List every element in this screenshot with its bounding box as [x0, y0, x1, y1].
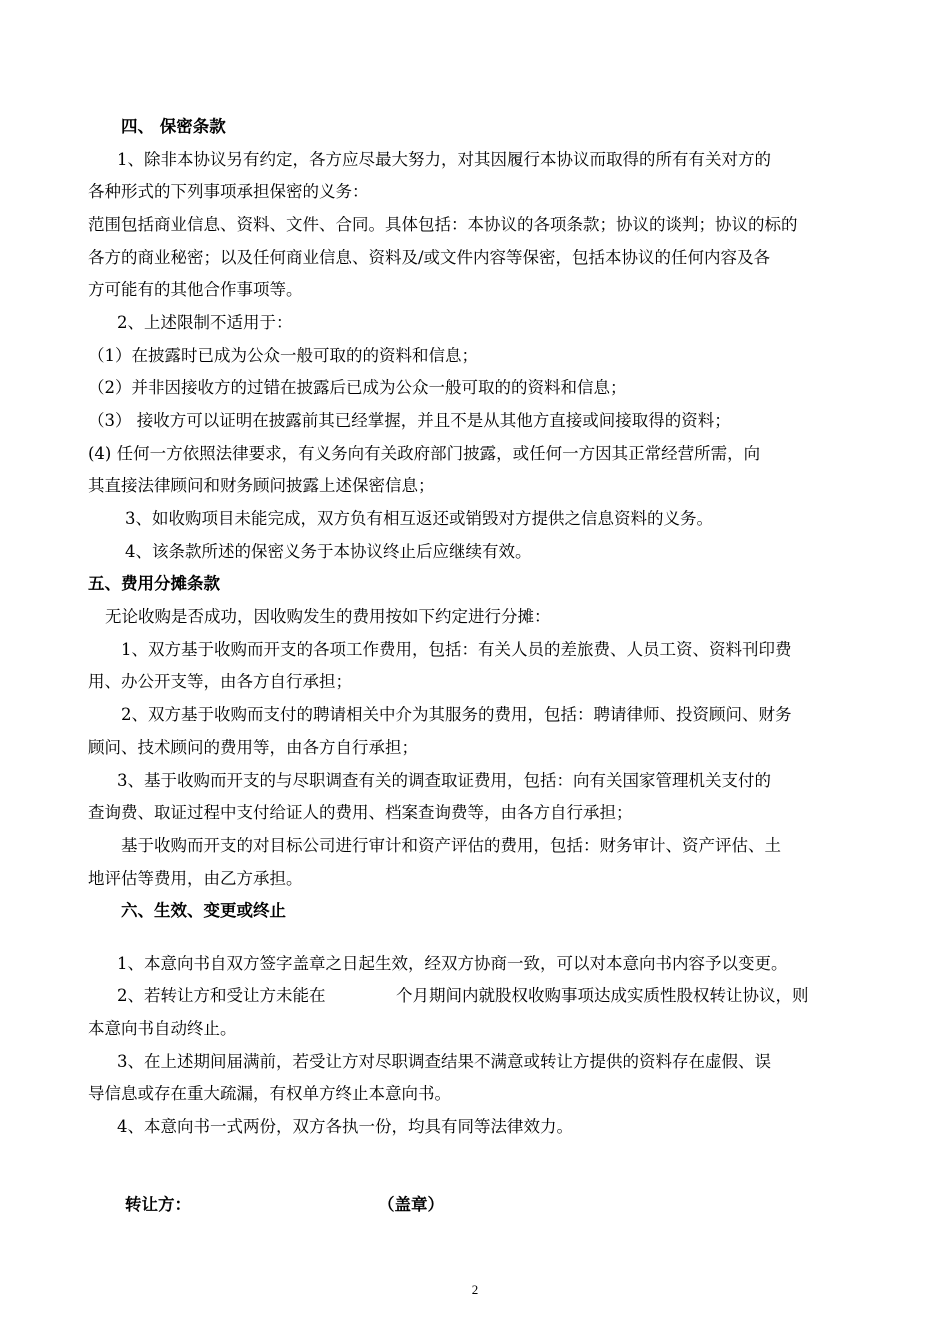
section6-heading: 六、生效、变更或终止 — [121, 901, 286, 920]
section4-p1-line2: 各种形式的下列事项承担保密的义务： — [88, 182, 369, 201]
section4-heading: 四、 保密条款 — [121, 117, 226, 136]
section6-p3-line2: 导信息或存在重大疏漏，有权单方终止本意向书。 — [88, 1084, 451, 1103]
section4-p2-line2: 各方的商业秘密；以及任何商业信息、资料及/或文件内容等保密，包括本协议的任何内容及各 — [88, 248, 771, 267]
section4-p2-line3: 方可能有的其他合作事项等。 — [88, 280, 303, 299]
section4-p1-line1: 1、除非本协议另有约定，各方应尽最大努力，对其因履行本协议而取得的所有有关对方的 — [117, 150, 771, 169]
signature-party-label: 转让方： — [125, 1195, 191, 1214]
section5-p4-line1: 基于收购而开支的对目标公司进行审计和资产评估的费用，包括：财务审计、资产评估、土 — [121, 836, 781, 855]
page-number: 2 — [471, 1282, 479, 1297]
section5-p4-line2: 地评估等费用，由乙方承担。 — [88, 869, 303, 888]
section6-p2-part1: 2、若转让方和受让方未能在 — [117, 986, 326, 1005]
section6-p4: 4、本意向书一式两份，双方各执一份，均具有同等法律效力。 — [117, 1117, 573, 1136]
section5-p3-line1: 3、基于收购而开支的与尽职调查有关的调查取证费用，包括：向有关国家管理机关支付的 — [117, 771, 771, 790]
section4-p4: 3、如收购项目未能完成，双方负有相互返还或销毁对方提供之信息资料的义务。 — [125, 509, 713, 528]
signature-seal-label: （盖章） — [378, 1195, 444, 1214]
section4-p5: 4、该条款所述的保密义务于本协议终止后应继续有效。 — [125, 542, 532, 561]
section5-heading: 五、费用分摊条款 — [88, 574, 220, 593]
section5-p1-line2: 用、办公开支等，由各方自行承担； — [88, 672, 352, 691]
section6-p3-line1: 3、在上述期间届满前，若受让方对尽职调查结果不满意或转让方提供的资料存在虚假、误 — [117, 1052, 771, 1071]
section5-p2-line2: 顾问、技术顾问的费用等，由各方自行承担； — [88, 738, 418, 757]
section4-p2-line1: 范围包括商业信息、资料、文件、合同。具体包括：本协议的各项条款；协议的谈判；协议的标的 — [88, 215, 798, 234]
section4-item2: （2）并非因接收方的过错在披露后已成为公众一般可取的的资料和信息； — [88, 378, 627, 397]
section4-item1: （1）在披露时已成为公众一般可取的的资料和信息； — [88, 346, 478, 365]
section5-p3-line2: 查询费、取证过程中支付给证人的费用、档案查询费等，由各方自行承担； — [88, 803, 633, 822]
section4-item3: （3） 接收方可以证明在披露前其已经掌握，并且不是从其他方直接或间接取得的资料； — [88, 411, 731, 430]
section5-intro: 无论收购是否成功，因收购发生的费用按如下约定进行分摊： — [105, 607, 551, 626]
section6-p2-part2: 个月期间内就股权收购事项达成实质性股权转让协议，则 — [396, 986, 809, 1005]
section4-item4-line2: 其直接法律顾问和财务顾问披露上述保密信息； — [88, 476, 435, 495]
section4-p3: 2、上述限制不适用于： — [117, 313, 293, 332]
section6-p1: 1、本意向书自双方签字盖章之日起生效，经双方协商一致，可以对本意向书内容予以变更。 — [117, 954, 788, 973]
section4-item4-line1: (4) 任何一方依照法律要求，有义务向有关政府部门披露，或任何一方因其正常经营所需，向 — [88, 444, 761, 463]
section6-p2-line2: 本意向书自动终止。 — [88, 1019, 237, 1038]
section5-p1-line1: 1、双方基于收购而开支的各项工作费用，包括：有关人员的差旅费、人员工资、资料刊印费 — [121, 640, 792, 659]
section5-p2-line1: 2、双方基于收购而支付的聘请相关中介为其服务的费用，包括：聘请律师、投资顾问、财务 — [121, 705, 792, 724]
